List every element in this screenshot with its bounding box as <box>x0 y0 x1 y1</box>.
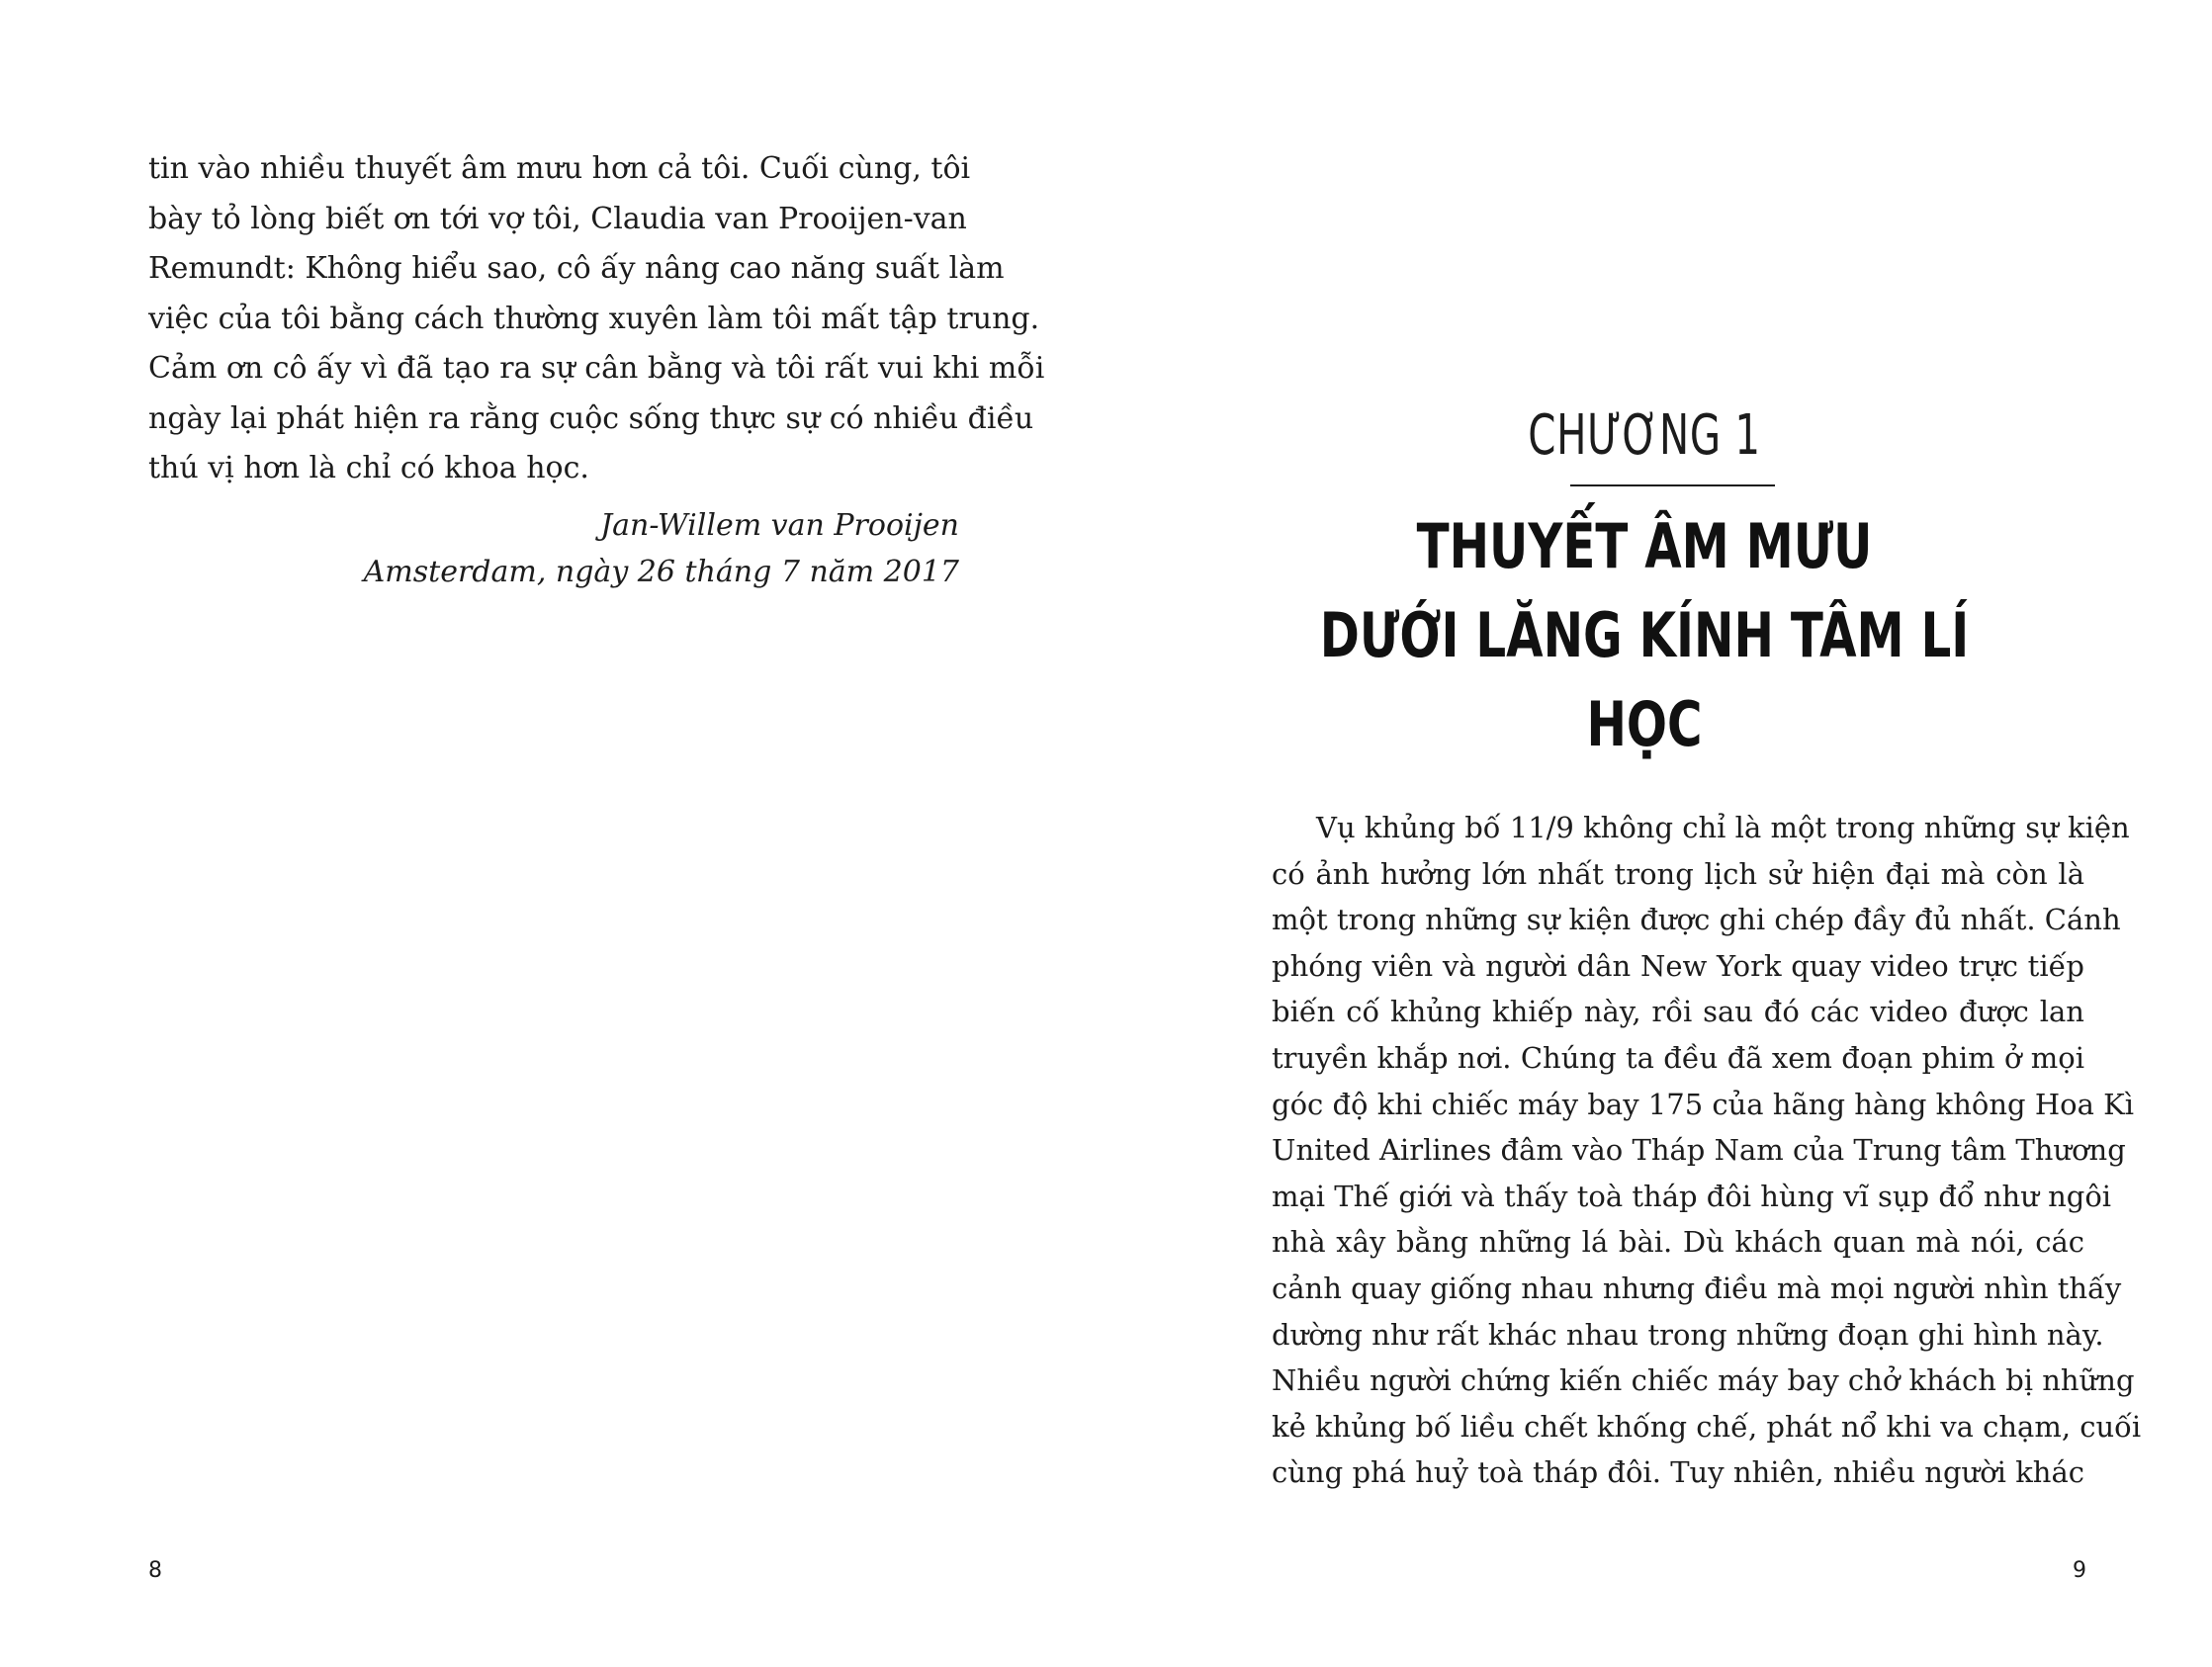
chapter-title <box>1194 502 2094 769</box>
paragraph-line: góc độ khi chiếc máy bay 175 của hãng hàng không Hoa Kì <box>1272 1087 2135 1121</box>
paragraph-line: phóng viên và người dân New York quay video trực tiếp <box>1272 948 2084 983</box>
chapter-label: CHƯƠNG 1 <box>1528 403 1761 468</box>
chapter-divider <box>1570 484 1775 486</box>
paragraph-line: United Airlines đâm vào Tháp Nam của Trung tâm Thương <box>1272 1133 2126 1168</box>
paragraph-line: ngày lại phát hiện ra rằng cuộc sống thực sự có nhiều điều <box>148 400 1034 436</box>
page-number-right: 9 <box>2073 1558 2086 1583</box>
paragraph-line: kẻ khủng bố liều chết khống chế, phát nổ khi va chạm, cuối <box>1272 1409 2142 1444</box>
paragraph-line: một trong những sự kiện được ghi chép đầy đủ nhất. Cánh <box>1272 903 2121 937</box>
paragraph-line: có ảnh hưởng lớn nhất trong lịch sử hiện đại mà còn là <box>1272 856 2084 891</box>
paragraph-line: Nhiều người chứng kiến chiếc máy bay chở khách bị những <box>1272 1363 2135 1398</box>
paragraph-line: Cảm ơn cô ấy vì đã tạo ra sự cân bằng và tôi rất vui khi mỗi <box>148 351 1045 386</box>
paragraph-line: Remundt: Không hiểu sao, cô ấy nâng cao năng suất làm <box>148 251 1005 286</box>
signature-name: Jan-Willem van Prooijen <box>600 508 959 543</box>
right-page <box>1106 0 2212 1667</box>
page-number-left: 8 <box>148 1558 162 1583</box>
acknowledgment-paragraph <box>148 144 1045 494</box>
paragraph-line: truyền khắp nơi. Chúng ta đều đã xem đoạn phim ở mọi <box>1272 1040 2084 1075</box>
author-signature <box>148 502 959 595</box>
paragraph-line: biến cố khủng khiếp này, rồi sau đó các video được lan <box>1272 995 2084 1029</box>
paragraph-line: Vụ khủng bố 11/9 không chỉ là một trong những sự kiện <box>1316 811 2130 844</box>
chapter-title-line: THUYẾT ÂM MƯU <box>1416 510 1873 582</box>
paragraph-line: nhà xây bằng những lá bài. Dù khách quan mà nói, các <box>1272 1225 2084 1260</box>
paragraph-line: việc của tôi bằng cách thường xuyên làm tôi mất tập trung. <box>148 301 1040 336</box>
paragraph-line: cảnh quay giống nhau nhưng điều mà mọi người nhìn thấy <box>1272 1271 2122 1305</box>
chapter-title-line: DƯỚI LĂNG KÍNH TÂM LÍ HỌC <box>1319 599 1970 760</box>
signature-place-date: Amsterdam, ngày 26 tháng 7 năm 2017 <box>363 555 959 589</box>
paragraph-line: mại Thế giới và thấy toà tháp đôi hùng vĩ sụp đổ như ngôi <box>1272 1179 2112 1213</box>
paragraph-line: dường như rất khác nhau trong những đoạn ghi hình này. <box>1272 1317 2104 1352</box>
paragraph-line: thú vị hơn là chỉ có khoa học. <box>148 451 589 485</box>
chapter-body-paragraph <box>1272 805 2142 1496</box>
paragraph-line: tin vào nhiều thuyết âm mưu hơn cả tôi. Cuối cùng, tôi <box>148 151 971 186</box>
paragraph-line: cùng phá huỷ toà tháp đôi. Tuy nhiên, nhiều người khác <box>1272 1455 2084 1490</box>
paragraph-line: bày tỏ lòng biết ơn tới vợ tôi, Claudia van Prooijen-van <box>148 201 967 236</box>
